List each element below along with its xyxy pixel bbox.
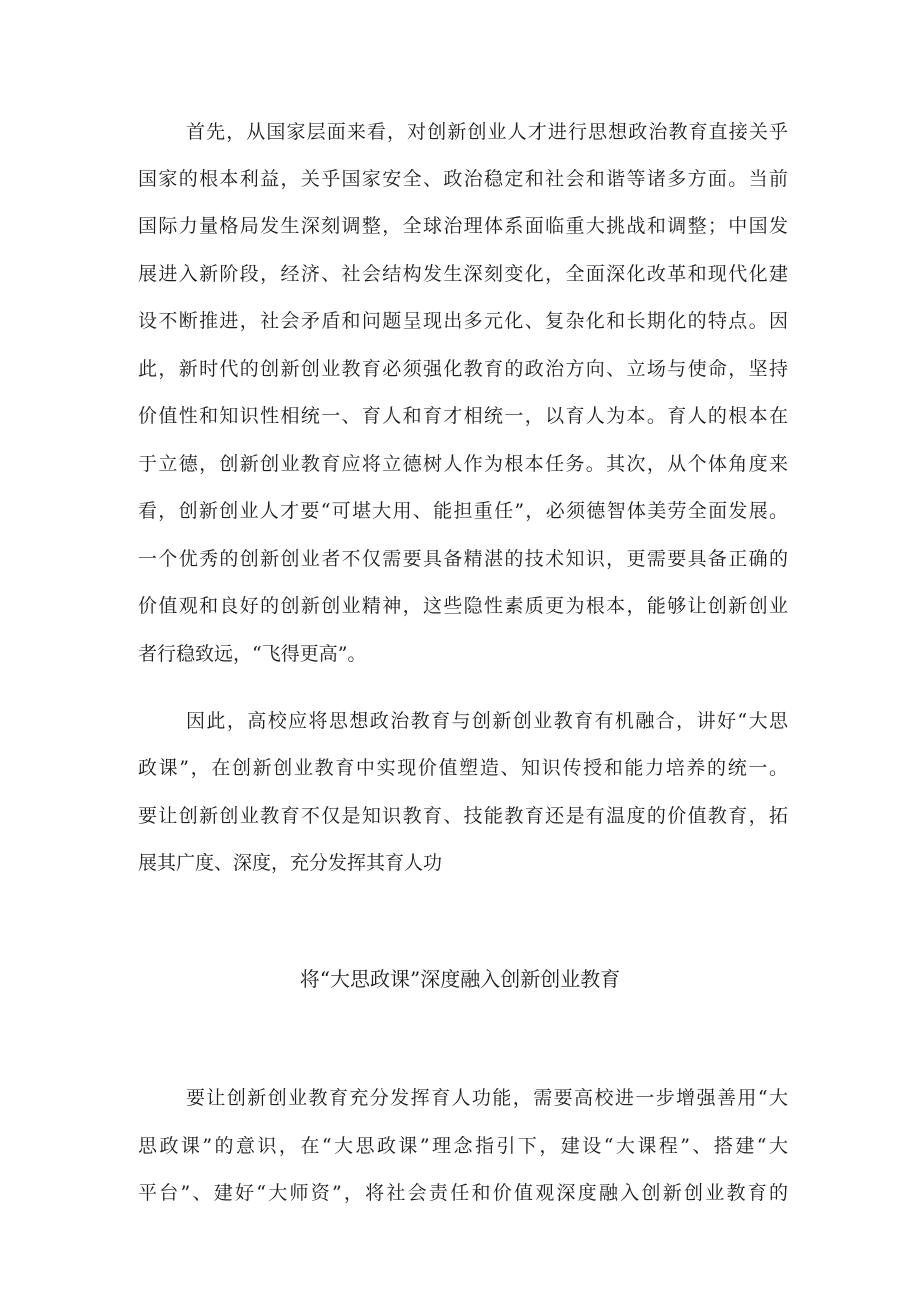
paragraph-2-line: 要让创新创业教育不仅是知识教育、技能教育还是有温度的价值教育，拓 xyxy=(138,805,788,827)
paragraph-2-line: 政课”，在创新创业教育中实现价值塑造、知识传授和能力培养的统一。 xyxy=(138,757,788,779)
paragraph-1-line: 价值性和知识性相统一、育人和育才相统一，以育人为本。育人的根本在 xyxy=(138,405,788,427)
paragraph-1-line: 首先，从国家层面来看，对创新创业人才进行思想政治教育直接关乎 xyxy=(186,121,788,143)
paragraph-1-line: 国际力量格局发生深刻调整，全球治理体系面临重大挑战和调整；中国发 xyxy=(138,215,788,237)
paragraph-3-line: 要让创新创业教育充分发挥育人功能，需要高校进一步增强善用“大 xyxy=(186,1087,788,1109)
paragraph-1-line: 展进入新阶段，经济、社会结构发生深刻变化，全面深化改革和现代化建 xyxy=(138,263,788,285)
paragraph-1-line: 一个优秀的创新创业者不仅需要具备精湛的技术知识，更需要具备正确的 xyxy=(138,548,788,570)
paragraph-1-line: 国家的根本利益，关乎国家安全、政治稳定和社会和谐等诸多方面。当前 xyxy=(138,168,788,190)
paragraph-1-line: 设不断推进，社会矛盾和问题呈现出多元化、复杂化和长期化的特点。因 xyxy=(138,310,788,332)
paragraph-1-line: 者行稳致远，“飞得更高”。 xyxy=(138,643,367,665)
paragraph-2-line: 因此，高校应将思想政治教育与创新创业教育有机融合，讲好“大思 xyxy=(186,710,788,732)
paragraph-1-line: 看，创新创业人才要“可堪大用、能担重任”，必须德智体美劳全面发展。 xyxy=(138,500,788,522)
paragraph-1-line: 于立德，创新创业教育应将立德树人作为根本任务。其次，从个体角度来 xyxy=(138,453,788,475)
paragraph-3-line: 平台”、建好“大师资”，将社会责任和价值观深度融入创新创业教育的 xyxy=(138,1182,788,1204)
paragraph-2-line: 展其广度、深度，充分发挥其育人功 xyxy=(138,852,443,874)
paragraph-1-line: 价值观和良好的创新创业精神，这些隐性素质更为根本，能够让创新创业 xyxy=(138,595,788,617)
section-heading: 将“大思政课”深度融入创新创业教育 xyxy=(299,967,621,991)
paragraph-1-line: 此，新时代的创新创业教育必须强化教育的政治方向、立场与使命，坚持 xyxy=(138,358,788,380)
paragraph-3-line: 思政课”的意识，在“大思政课”理念指引下，建设“大课程”、搭建“大 xyxy=(138,1135,788,1157)
